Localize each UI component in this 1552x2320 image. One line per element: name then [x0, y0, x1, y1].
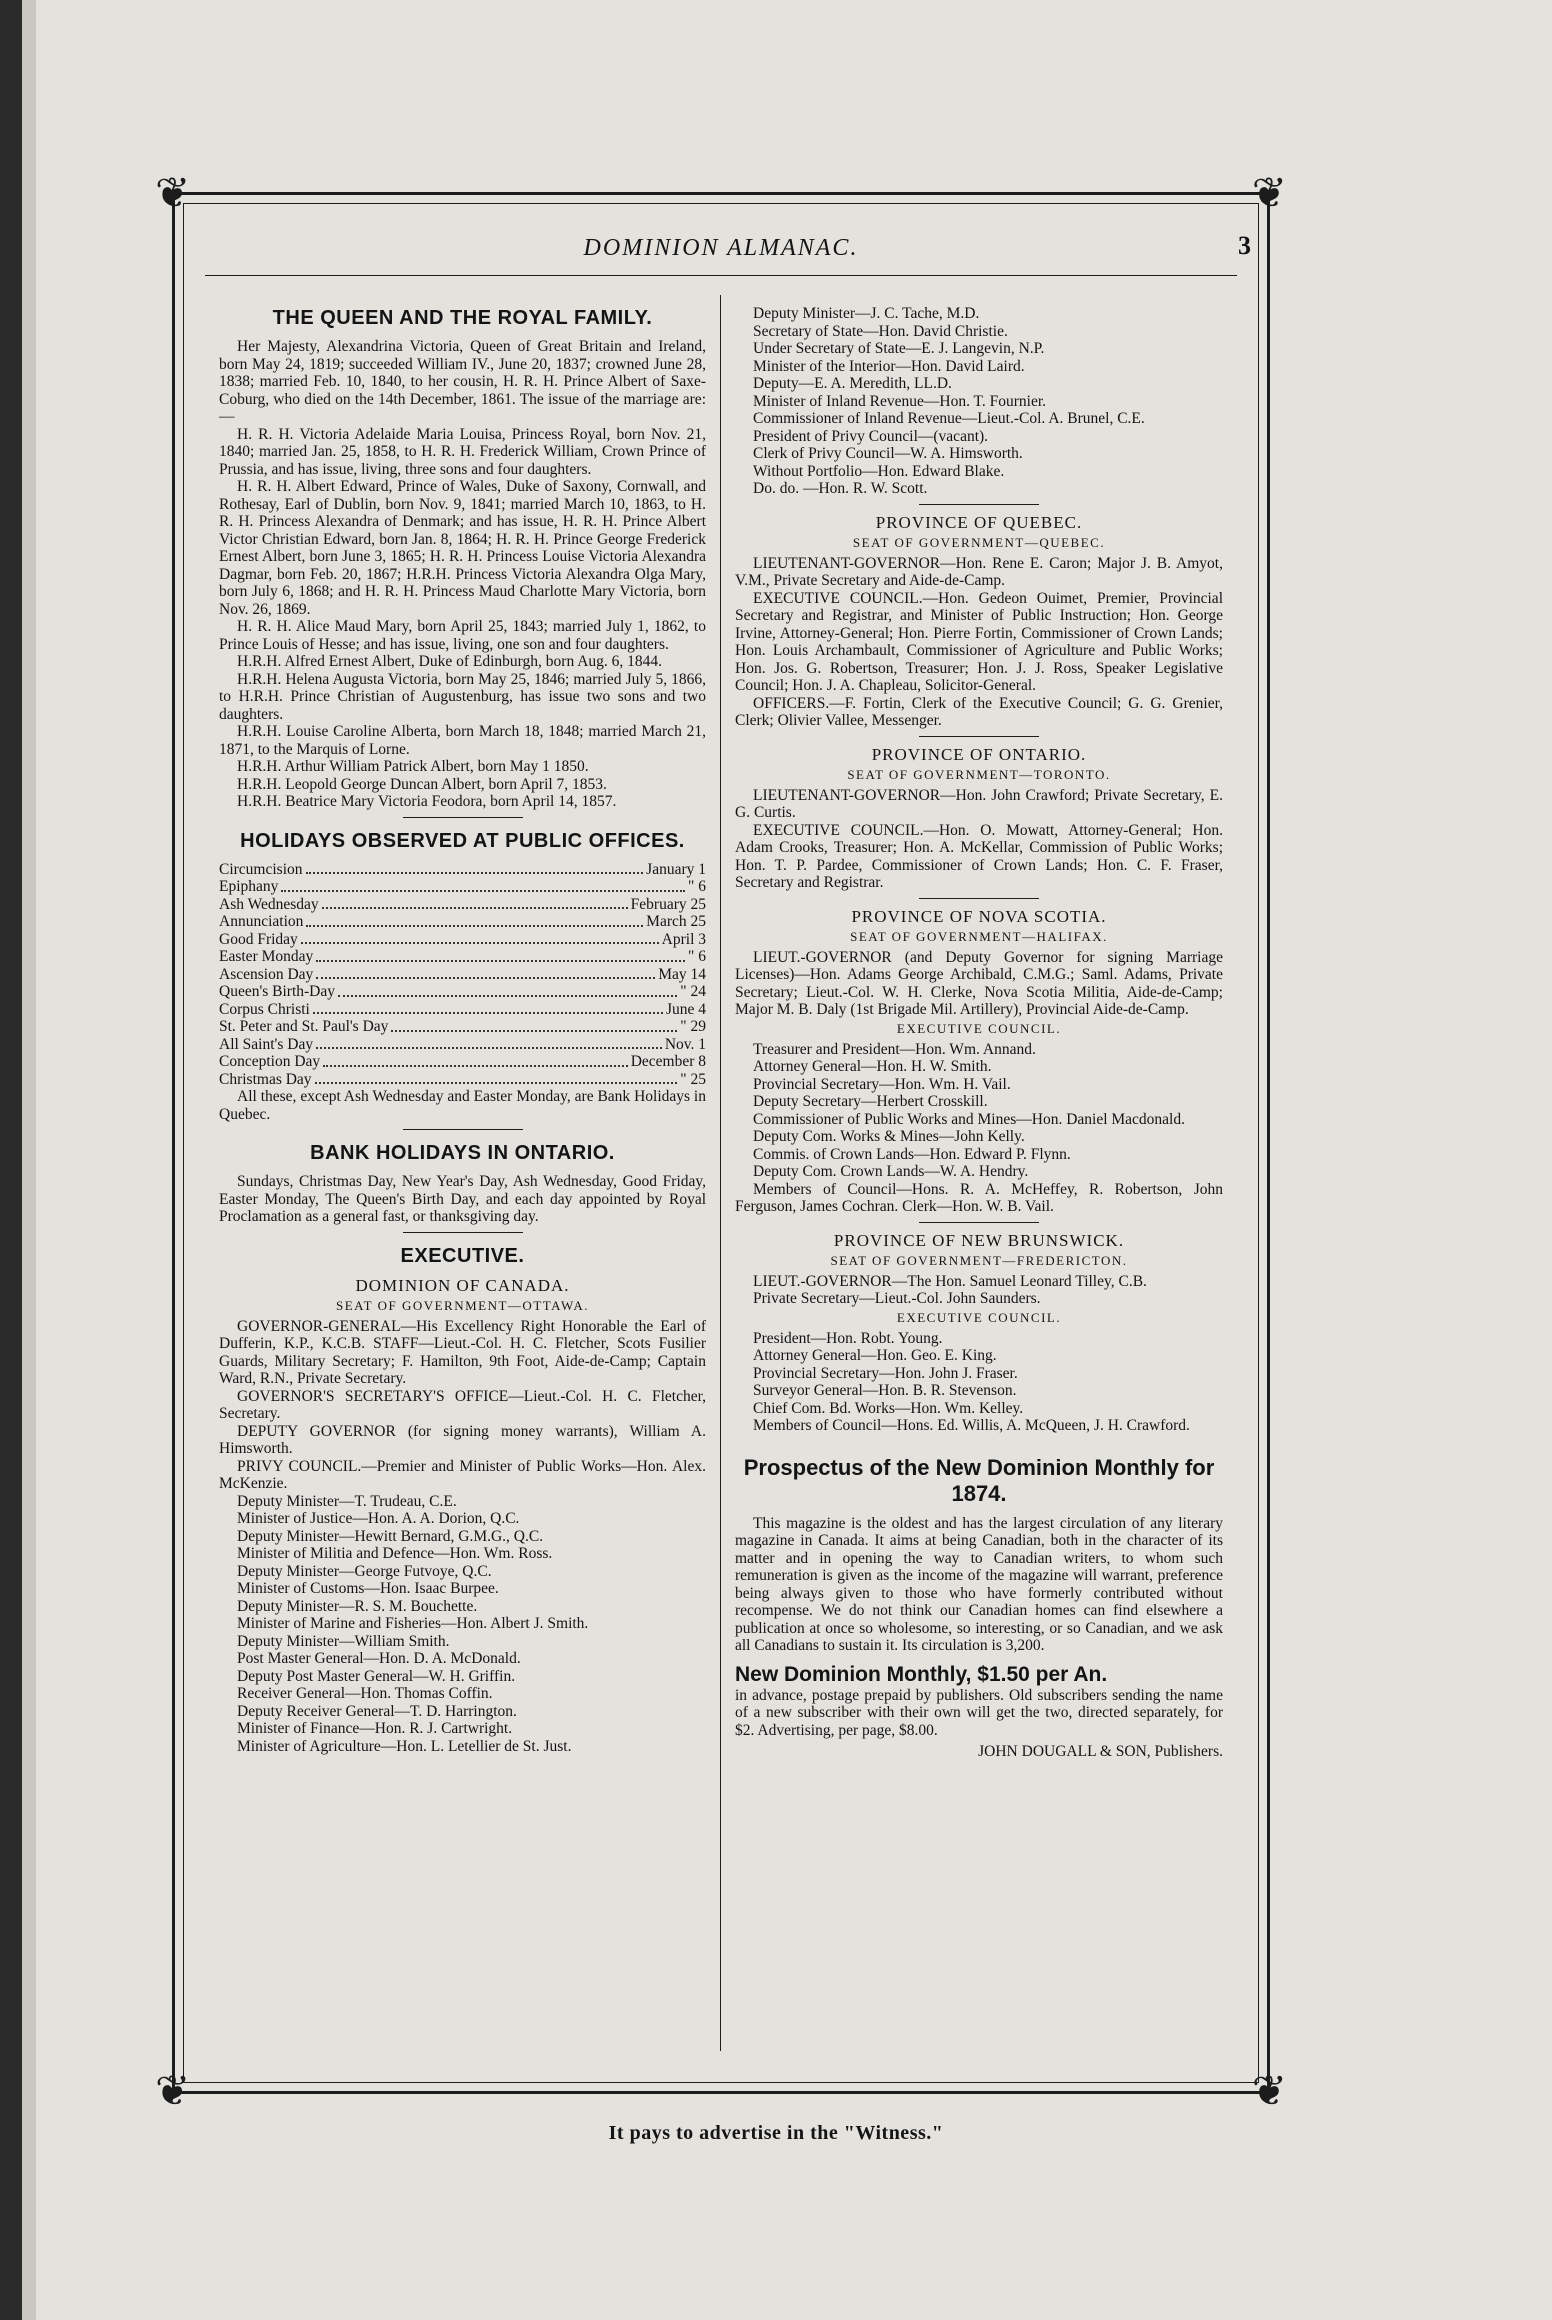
divider: [919, 898, 1039, 899]
holiday-date: January 1: [646, 860, 706, 878]
dotted-leader: [323, 1053, 628, 1067]
holiday-date: " 29: [680, 1018, 706, 1035]
new-brunswick-council-heading: EXECUTIVE COUNCIL.: [896, 1309, 1062, 1325]
executive-heading: EXECUTIVE.: [400, 1244, 525, 1267]
dominion-continued-text: [735, 305, 1223, 498]
executive-line: DEPUTY GOVERNOR (for signing money warrants), William A. Himsworth.: [219, 1422, 706, 1457]
dotted-leader: [306, 913, 643, 927]
holiday-name: Easter Monday: [219, 948, 314, 965]
nova-scotia-lieut: LIEUT.-GOVERNOR (and Deputy Governor for signing Marriage Licenses)—Hon. Adams George Archibald, C.M.G.; Saml. Adams, Private Secretary; Lieut.-Col. W. H. Clerke, Nova Scotia Militia, Aide-de-Camp; Major M. B. Daly (1st Brigade Mil. Artillery), Provincial Aide-de-Camp.: [735, 948, 1223, 1018]
nova-scotia-line: Attorney General—Hon. H. W. Smith.: [753, 1058, 992, 1075]
dominion-line: Do. do. —Hon. R. W. Scott.: [753, 480, 928, 497]
holiday-date: March 25: [646, 913, 706, 930]
holiday-date: " 25: [680, 1070, 706, 1088]
nova-scotia-line: Deputy Com. Crown Lands—W. A. Hendry.: [753, 1163, 1029, 1180]
holiday-date: " 24: [680, 983, 706, 1000]
nova-scotia-council-heading: EXECUTIVE COUNCIL.: [896, 1020, 1062, 1036]
nova-scotia-seat: SEAT OF GOVERNMENT—HALIFAX.: [850, 928, 1108, 944]
holiday-row: [219, 966, 706, 984]
corner-ornament-icon: ❦: [155, 171, 191, 217]
holiday-row: [219, 1071, 706, 1089]
new-brunswick-council-line: President—Hon. Robt. Young.: [753, 1329, 943, 1347]
executive-line: Minister of Finance—Hon. R. J. Cartwright.: [237, 1720, 513, 1737]
royal-paragraph: H. R. H. Victoria Adelaide Maria Louisa, Princess Royal, born Nov. 21, 1840; married Jan. 25, 1858, to H. R. H. Frederick William, Crown Prince of Prussia, and has issue, living, three sons and four daughters.: [219, 425, 706, 478]
royal-family-heading: THE QUEEN AND THE ROYAL FAMILY.: [272, 307, 653, 329]
running-title: DOMINION ALMANAC.: [583, 235, 859, 261]
dominion-line: Without Portfolio—Hon. Edward Blake.: [753, 462, 1005, 480]
royal-paragraph: H.R.H. Beatrice Mary Victoria Feodora, born April 14, 1857.: [237, 793, 617, 810]
royal-paragraph: H.R.H. Louise Caroline Alberta, born March 18, 1848; married March 21, 1871, to the Marquis of Lorne.: [219, 723, 706, 758]
holiday-date: December 8: [630, 1053, 706, 1070]
publisher-line: JOHN DOUGALL & SON, Publishers.: [978, 1743, 1223, 1760]
holiday-name: Christmas Day: [219, 1070, 312, 1088]
holiday-row: [219, 983, 706, 1001]
holiday-row: [219, 861, 706, 879]
new-brunswick-heading: PROVINCE OF NEW BRUNSWICK.: [833, 1230, 1125, 1250]
holiday-name: Ascension Day: [219, 965, 314, 983]
left-column: [205, 295, 721, 2051]
new-brunswick-council-line: Chief Com. Bd. Works—Hon. Wm. Kelley.: [753, 1399, 1024, 1417]
text-columns: [205, 295, 1237, 2051]
holiday-row: [219, 1053, 706, 1071]
holiday-name: Circumcision: [219, 860, 303, 878]
dominion-line: Minister of the Interior—Hon. David Laird.: [753, 357, 1025, 375]
divider: [919, 504, 1039, 505]
bank-holidays-heading: BANK HOLIDAYS IN ONTARIO.: [310, 1142, 615, 1164]
ontario-paragraph: EXECUTIVE COUNCIL.—Hon. O. Mowatt, Attorney-General; Hon. Adam Crooks, Treasurer; Hon. A. McKellar, Commission of Public Works; Hon. T. P. Pardee, Commissioner of Crown Lands; Hon. C. F. Fraser, Secretary and Registrar.: [735, 821, 1223, 891]
executive-line: Deputy Minister—T. Trudeau, C.E.: [237, 1492, 457, 1510]
dominion-line: Minister of Inland Revenue—Hon. T. Fournier.: [753, 392, 1047, 410]
dominion-seat: SEAT OF GOVERNMENT—OTTAWA.: [336, 1297, 589, 1313]
holiday-row: [219, 1036, 706, 1054]
new-brunswick-council-line: Attorney General—Hon. Geo. E. King.: [753, 1347, 997, 1364]
holiday-date: " 6: [688, 878, 706, 895]
executive-line: Receiver General—Hon. Thomas Coffin.: [237, 1685, 493, 1702]
new-brunswick-line: Private Secretary—Lieut.-Col. John Saunders.: [753, 1290, 1041, 1307]
holiday-row: [219, 878, 706, 896]
dominion-line: Commissioner of Inland Revenue—Lieut.-Col. A. Brunel, C.E.: [753, 410, 1145, 427]
ontario-text: [735, 787, 1223, 892]
divider: [403, 1129, 523, 1130]
page-frame: [155, 171, 1287, 2115]
executive-line: Deputy Receiver General—T. D. Harrington.: [237, 1702, 517, 1720]
royal-paragraph: H.R.H. Alfred Ernest Albert, Duke of Edinburgh, born Aug. 6, 1844.: [237, 653, 663, 670]
divider: [919, 736, 1039, 737]
dotted-leader: [301, 931, 659, 945]
dotted-leader: [338, 983, 677, 997]
dominion-line: Deputy Minister—J. C. Tache, M.D.: [753, 305, 980, 322]
holiday-date: April 3: [661, 930, 706, 948]
corner-ornament-icon: ❦: [155, 2069, 191, 2115]
executive-line: Deputy Minister—George Futvoye, Q.C.: [237, 1562, 492, 1580]
quebec-text: [735, 555, 1223, 730]
dotted-leader: [391, 1018, 677, 1032]
bank-holidays-text: Sundays, Christmas Day, New Year's Day, Ash Wednesday, Good Friday, Easter Monday, The Queen's Birth Day, and each day appointed by Royal Proclamation as a general fast, or thanksgiving day.: [219, 1173, 706, 1225]
nova-scotia-line: Commis. of Crown Lands—Hon. Edward P. Flynn.: [753, 1145, 1071, 1163]
nova-scotia-line: Members of Council—Hons. R. A. McHeffey, R. Robertson, John Ferguson, James Cochran. Clerk—Hon. W. B. Vail.: [735, 1180, 1223, 1215]
quebec-paragraph: LIEUTENANT-GOVERNOR—Hon. Rene E. Caron; Major J. B. Amyot, V.M., Private Secretary and Aide-de-Camp.: [735, 554, 1223, 589]
new-brunswick-text: [735, 1273, 1223, 1308]
dominion-line: President of Privy Council—(vacant).: [753, 427, 989, 445]
holiday-date: May 14: [658, 965, 706, 983]
nova-scotia-line: Deputy Com. Works & Mines—John Kelly.: [753, 1128, 1025, 1145]
dominion-line: Clerk of Privy Council—W. A. Himsworth.: [753, 445, 1023, 462]
new-brunswick-council-line: Surveyor General—Hon. B. R. Stevenson.: [753, 1382, 1017, 1399]
divider: [919, 1222, 1039, 1223]
executive-line: Deputy Minister—William Smith.: [237, 1632, 450, 1650]
royal-paragraph: H.R.H. Helena Augusta Victoria, born May 25, 1846; married July 5, 1866, to H.R.H. Prince Christian of Augustenburg, has issue two sons and two daughters.: [219, 670, 706, 723]
executive-text: [219, 1318, 706, 1756]
footer-advertisement: It pays to advertise in the "Witness.": [608, 2122, 944, 2144]
price-heading: New Dominion Monthly, $1.50 per An.: [735, 1662, 1108, 1686]
holiday-row: [219, 931, 706, 949]
divider: [403, 1232, 523, 1233]
holidays-list: [219, 861, 706, 1089]
dominion-heading: DOMINION OF CANADA.: [355, 1275, 570, 1295]
corner-ornament-icon: ❦: [1251, 2069, 1287, 2115]
dotted-leader: [313, 1001, 663, 1015]
holiday-name: Ash Wednesday: [219, 895, 319, 913]
holidays-heading: HOLIDAYS OBSERVED AT PUBLIC OFFICES.: [240, 829, 685, 852]
dotted-leader: [316, 948, 685, 962]
nova-scotia-heading: PROVINCE OF NOVA SCOTIA.: [851, 906, 1107, 926]
divider: [403, 817, 523, 818]
holiday-name: Conception Day: [219, 1053, 321, 1070]
executive-line: Minister of Militia and Defence—Hon. Wm. Ross.: [237, 1545, 553, 1562]
holiday-date: June 4: [665, 1000, 706, 1018]
holiday-row: [219, 1018, 706, 1036]
nova-scotia-line: Treasurer and President—Hon. Wm. Annand.: [753, 1040, 1036, 1058]
holidays-note: All these, except Ash Wednesday and Easter Monday, are Bank Holidays in Quebec.: [219, 1088, 706, 1123]
ontario-heading: PROVINCE OF ONTARIO.: [871, 744, 1087, 764]
ontario-seat: SEAT OF GOVERNMENT—TORONTO.: [847, 766, 1111, 782]
executive-line: GOVERNOR'S SECRETARY'S OFFICE—Lieut.-Col. H. C. Fletcher, Secretary.: [219, 1387, 706, 1422]
dotted-leader: [306, 861, 644, 875]
dotted-leader: [315, 1071, 678, 1085]
royal-paragraph: Her Majesty, Alexandrina Victoria, Queen of Great Britain and Ireland, born May 24, 1819; succeeded William IV., June 20, 1837; crowned June 28, 1838; married Feb. 10, 1840, to her cousin, H. R. H. Prince Albert of Saxe-Coburg, who died on the 14th December, 1861. The issue of the marriage are:—: [219, 338, 706, 425]
holiday-date: " 6: [688, 948, 706, 965]
holiday-name: Corpus Christi: [219, 1000, 310, 1018]
holiday-name: Epiphany: [219, 878, 279, 895]
holiday-row: [219, 948, 706, 966]
dotted-leader: [322, 896, 628, 910]
prospectus-text: This magazine is the oldest and has the largest circulation of any literary magazine in Canada. It aims at being Canadian, both in the character of its matter and in opening the way to Canadian writers, to whom such remuneration is given as the income of the magazine will warrant, preference being always given to those who have formerly contributed without recompense. We do not think our Canadian homes can find elsewhere a publication at once so wholesome, so interesting, or so Canadian, and we ask all Canadians to sustain it. Its circulation is 3,200.: [735, 1514, 1223, 1654]
nova-scotia-line: Provincial Secretary—Hon. Wm. H. Vail.: [753, 1075, 1011, 1093]
new-brunswick-council-line: Provincial Secretary—Hon. John J. Fraser.: [753, 1364, 1018, 1382]
corner-ornament-icon: ❦: [1251, 171, 1287, 217]
dotted-leader: [316, 1036, 662, 1050]
executive-line: Minister of Agriculture—Hon. L. Letellier de St. Just.: [237, 1737, 572, 1755]
royal-paragraph: H. R. H. Albert Edward, Prince of Wales, Duke of Saxony, Cornwall, and Rothesay, Earl of Dublin, born Nov. 9, 1841; married March 10, 1863, to H. R. H. Princess Alexandra of Denmark; and has issue, H. R. H. Prince Albert Victor Christian Edward, born Jan. 8, 1864; H. R. H. Prince George Frederick Ernest Albert, born June 3, 1865; H. R. H. Princess Louise Victoria Alexandra Dagmar, born Feb. 20, 1867; H.R.H. Princess Victoria Alexandra Olga Mary, born July 6, 1868; and H. R. H. Princess Maud Charlotte Mary Victoria, born Nov. 26, 1869.: [219, 478, 706, 618]
holiday-name: All Saint's Day: [219, 1035, 314, 1053]
quebec-paragraph: EXECUTIVE COUNCIL.—Hon. Gedeon Ouimet, Premier, Provincial Secretary and Registrar, and Minister of Public Instruction; Hon. George Irvine, Attorney-General; Hon. Pierre Fortin, Commissioner of Crown Lands; Hon. Louis Archambault, Commissioner of Agriculture and Public Works; Hon. Jos. G. Robertson, Treasurer; Hon. J. J. Ross, Speaker Legislative Council; Hon. J. A. Chapleau, Solicitor-General.: [735, 589, 1223, 694]
page-gutter-shadow: [0, 0, 22, 2320]
right-column: [721, 295, 1237, 2051]
dominion-line: Under Secretary of State—E. J. Langevin, N.P.: [753, 340, 1045, 357]
holiday-date: Nov. 1: [664, 1035, 706, 1053]
holiday-date: February 25: [630, 895, 706, 913]
holiday-row: [219, 1001, 706, 1019]
ontario-paragraph: LIEUTENANT-GOVERNOR—Hon. John Crawford; Private Secretary, E. G. Curtis.: [735, 786, 1223, 821]
nova-scotia-line: Commissioner of Public Works and Mines—Hon. Daniel Macdonald.: [753, 1110, 1185, 1128]
quebec-seat: SEAT OF GOVERNMENT—QUEBEC.: [852, 534, 1106, 550]
executive-line: PRIVY COUNCIL.—Premier and Minister of Public Works—Hon. Alex. McKenzie.: [219, 1457, 706, 1492]
nova-scotia-council-text: [735, 1041, 1223, 1216]
dotted-leader: [281, 878, 685, 892]
executive-line: Deputy Post Master General—W. H. Griffin.: [237, 1667, 516, 1685]
holiday-row: [219, 913, 706, 931]
quebec-heading: PROVINCE OF QUEBEC.: [875, 512, 1083, 532]
dotted-leader: [316, 966, 655, 980]
new-brunswick-line: LIEUT.-GOVERNOR—The Hon. Samuel Leonard Tilley, C.B.: [753, 1272, 1147, 1290]
holiday-name: Queen's Birth-Day: [219, 983, 336, 1000]
page-gutter: [22, 0, 36, 2320]
page-number: 3: [1238, 231, 1251, 260]
royal-paragraph: H.R.H. Arthur William Patrick Albert, born May 1 1850.: [237, 758, 589, 775]
new-brunswick-seat: SEAT OF GOVERNMENT—FREDERICTON.: [830, 1252, 1128, 1268]
executive-line: GOVERNOR-GENERAL—His Excellency Right Honorable the Earl of Dufferin, K.P., K.C.B. STAFF—Lieut.-Col. H. C. Fletcher, Scots Fusilier Guards, Military Secretary; F. Hamilton, 9th Foot, Aide-de-Camp; Captain Ward, R.N., Private Secretary.: [219, 1317, 706, 1387]
price-text: in advance, postage prepaid by publishers. Old subscribers sending the name of a new subscriber with their own will get the two, directed separately, for $2. Advertising, per page, $8.00.: [735, 1686, 1223, 1739]
royal-paragraph: H.R.H. Leopold George Duncan Albert, born April 7, 1853.: [237, 775, 607, 793]
holiday-name: St. Peter and St. Paul's Day: [219, 1018, 389, 1035]
holiday-name: Good Friday: [219, 930, 298, 948]
royal-family-text: [219, 338, 706, 811]
royal-paragraph: H. R. H. Alice Maud Mary, born April 25, 1843; married July 1, 1862, to Prince Louis of Hesse; and has issue, living, one son and four daughters.: [219, 618, 706, 653]
prospectus-heading: Prospectus of the New Dominion Monthly for 1874.: [743, 1454, 1215, 1506]
executive-line: Minister of Marine and Fisheries—Hon. Albert J. Smith.: [237, 1615, 589, 1632]
new-brunswick-council-text: [735, 1330, 1223, 1435]
executive-line: Deputy Minister—Hewitt Bernard, G.M.G., Q.C.: [237, 1527, 544, 1545]
dominion-line: Deputy—E. A. Meredith, LL.D.: [753, 375, 952, 392]
dominion-line: Secretary of State—Hon. David Christie.: [753, 322, 1008, 340]
executive-line: Minister of Justice—Hon. A. A. Dorion, Q.C.: [237, 1510, 520, 1527]
executive-line: Minister of Customs—Hon. Isaac Burpee.: [237, 1580, 499, 1597]
nova-scotia-line: Deputy Secretary—Herbert Crosskill.: [753, 1093, 988, 1110]
quebec-paragraph: OFFICERS.—F. Fortin, Clerk of the Executive Council; G. G. Grenier, Clerk; Olivier Vallee, Messenger.: [735, 694, 1223, 729]
executive-line: Post Master General—Hon. D. A. McDonald.: [237, 1650, 521, 1667]
holiday-name: Annunciation: [219, 913, 304, 930]
executive-line: Deputy Minister—R. S. M. Bouchette.: [237, 1597, 478, 1615]
holiday-row: [219, 896, 706, 914]
page-header: [205, 231, 1251, 276]
new-brunswick-council-line: Members of Council—Hons. Ed. Willis, A. McQueen, J. H. Crawford.: [753, 1417, 1190, 1434]
